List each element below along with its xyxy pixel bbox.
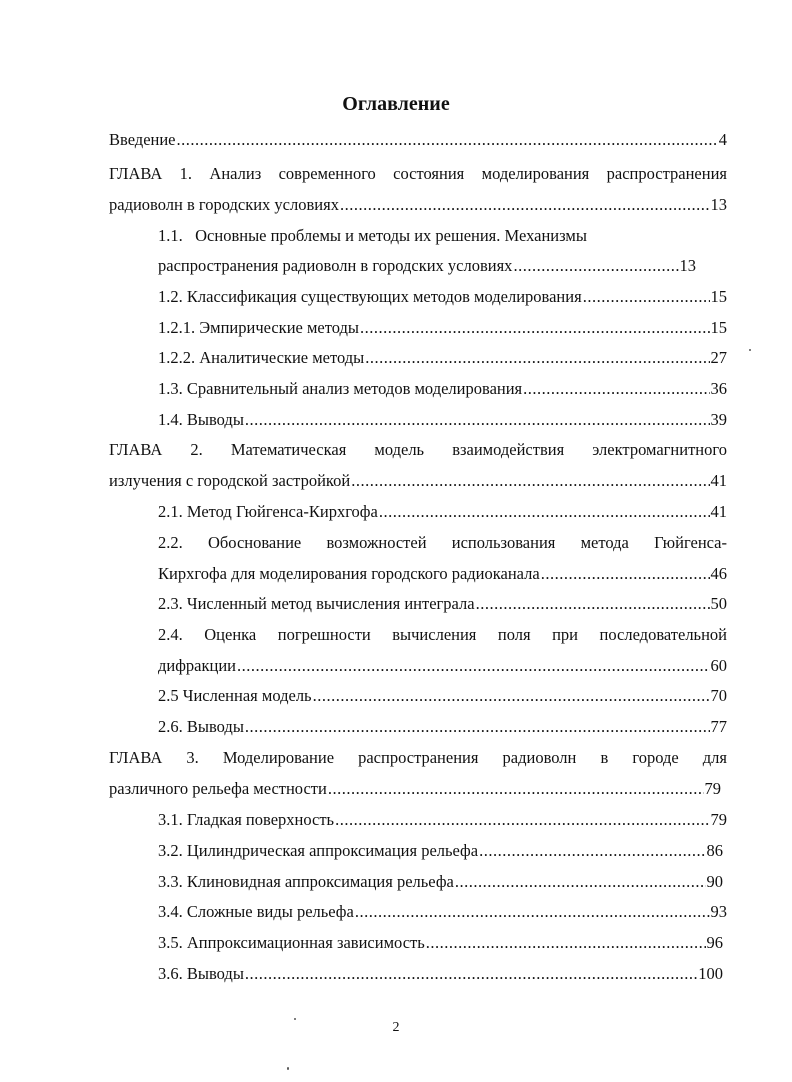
toc-entry-page: 41 — [710, 502, 727, 521]
leader-dots — [328, 779, 704, 799]
leader-dots — [313, 686, 710, 706]
toc-entry-text: 1.2.2. Аналитические методы — [158, 348, 365, 367]
toc-entry-page: 36 — [710, 379, 727, 398]
toc-entry-text: различного рельефа местности — [109, 779, 327, 798]
toc-entry-page: 4 — [718, 130, 727, 149]
leader-dots — [523, 379, 709, 399]
toc-entry-text: 2.1. Метод Гюйгенса-Кирхгофа — [158, 502, 378, 521]
leader-dots — [379, 502, 710, 522]
leader-dots — [245, 410, 710, 430]
leader-dots — [335, 810, 709, 830]
scan-speck — [749, 349, 751, 351]
toc-entry-text: 2.3. Численный метод вычисления интеграла — [158, 594, 475, 613]
toc-section-3-1[interactable] — [158, 810, 727, 830]
toc-entry-text: излучения с городской застройкой — [109, 471, 351, 490]
toc-section-2-6[interactable] — [158, 717, 727, 737]
toc-entry-text: 1.2. Классификация существующих методов моделирования — [158, 287, 582, 306]
toc-entry-page: 90 — [706, 872, 723, 891]
toc-section-1-2[interactable] — [158, 287, 727, 307]
toc-section-2-2-line1[interactable]: 2.2. Обоснование возможностей использования метода Гюйгенса- — [158, 533, 727, 552]
toc-section-1-4[interactable] — [158, 410, 727, 430]
toc-chapter-2[interactable] — [109, 471, 727, 491]
toc-entry-page: 79 — [710, 810, 727, 829]
toc-entry-page: 70 — [710, 686, 727, 705]
toc-entry-text: 2.5 Численная модель — [158, 686, 312, 705]
leader-dots — [583, 287, 710, 307]
toc-section-3-2[interactable] — [158, 841, 723, 861]
toc-entry-page: 27 — [710, 348, 727, 367]
toc-chapter-1-line1[interactable]: ГЛАВА 1. Анализ современного состояния моделирования распространения — [109, 164, 727, 183]
page-number: 2 — [392, 1020, 400, 1035]
toc-entry-text: 3.3. Клиновидная аппроксимация рельефа — [158, 872, 454, 891]
toc-entry-page: 100 — [698, 964, 723, 983]
toc-entry-text: Введение — [109, 130, 176, 149]
toc-section-2-1[interactable] — [158, 502, 727, 522]
toc-entry-page: 41 — [710, 471, 727, 490]
leader-dots — [426, 933, 706, 953]
toc-entry-text: 3.2. Цилиндрическая аппроксимация рельефа — [158, 841, 479, 860]
toc-entry-text: распространения радиоволн в городских условиях — [158, 256, 513, 275]
toc-entry-text: 1.4. Выводы — [158, 410, 244, 429]
leader-dots — [365, 348, 709, 368]
leader-dots — [476, 594, 710, 614]
leader-dots — [245, 717, 710, 737]
toc-entry-page: 50 — [710, 594, 727, 613]
toc-section-1-1[interactable] — [158, 256, 696, 276]
scan-speck — [294, 1018, 296, 1020]
toc-chapter-2-line1[interactable]: ГЛАВА 2. Математическая модель взаимодействия электромагнитного — [109, 440, 727, 459]
leader-dots — [479, 841, 705, 861]
toc-section-2-5[interactable] — [158, 686, 727, 706]
toc-entry-text: 3.5. Аппроксимационная зависимость — [158, 933, 425, 952]
toc-section-1-2-2[interactable] — [158, 348, 727, 368]
toc-entry-page: 39 — [710, 410, 727, 429]
leader-dots — [177, 130, 718, 150]
toc-section-1-3[interactable] — [158, 379, 727, 399]
toc-entry-page: 93 — [710, 902, 727, 921]
toc-section-3-6[interactable] — [158, 964, 723, 984]
leader-dots — [360, 318, 710, 338]
toc-entry-text: 1.3. Сравнительный анализ методов моделирования — [158, 379, 523, 398]
toc-section-3-4[interactable] — [158, 902, 727, 922]
toc-chapter-1[interactable] — [109, 195, 727, 215]
toc-entry-page: 15 — [710, 318, 727, 337]
toc-entry-text: 1.2.1. Эмпирические методы — [158, 318, 359, 337]
leader-dots — [340, 195, 710, 215]
toc-chapter-3[interactable] — [109, 779, 721, 799]
leader-dots — [351, 471, 709, 491]
toc-section-3-5[interactable] — [158, 933, 723, 953]
toc-section-1-1-line1[interactable]: 1.1. Основные проблемы и методы их решения. Механизмы — [158, 226, 587, 245]
leader-dots — [245, 964, 697, 984]
toc-section-2-2[interactable] — [158, 564, 727, 584]
toc-section-2-3[interactable] — [158, 594, 727, 614]
scan-speck — [287, 1067, 289, 1070]
leader-dots — [355, 902, 710, 922]
toc-entry-text: дифракции — [158, 656, 236, 675]
toc-entry-text: радиоволн в городских условиях — [109, 195, 339, 214]
toc-chapter-3-line1[interactable]: ГЛАВА 3. Моделирование распространения радиоволн в городе для — [109, 748, 727, 767]
toc-entry-page: 60 — [710, 656, 727, 675]
toc-section-1-2-1[interactable] — [158, 318, 727, 338]
toc-entry-text: 3.4. Сложные виды рельефа — [158, 902, 354, 921]
page-title: Оглавление — [342, 93, 450, 115]
leader-dots — [513, 256, 678, 276]
leader-dots — [541, 564, 710, 584]
toc-entry-page: 15 — [710, 287, 727, 306]
toc-entry-text: 3.1. Гладкая поверхность — [158, 810, 335, 829]
toc-entry-page: 96 — [706, 933, 723, 952]
toc-section-2-4[interactable] — [158, 656, 727, 676]
toc-entry-page: 86 — [706, 841, 723, 860]
toc-section-2-4-line1[interactable]: 2.4. Оценка погрешности вычисления поля при последовательной — [158, 625, 727, 644]
toc-entry-page: 77 — [710, 717, 727, 736]
toc-entry-text: 2.6. Выводы — [158, 717, 244, 736]
leader-dots — [455, 872, 706, 892]
toc-entry-page: 46 — [710, 564, 727, 583]
toc-entry-page: 79 — [704, 779, 721, 798]
toc-entry-page: 13 — [679, 256, 696, 275]
leader-dots — [237, 656, 710, 676]
toc-entry-page: 13 — [710, 195, 727, 214]
toc-section-3-3[interactable] — [158, 872, 723, 892]
toc-entry-introduction[interactable] — [109, 130, 727, 150]
toc-entry-text: 3.6. Выводы — [158, 964, 244, 983]
toc-entry-text: Кирхгофа для моделирования городского радиоканала — [158, 564, 540, 583]
